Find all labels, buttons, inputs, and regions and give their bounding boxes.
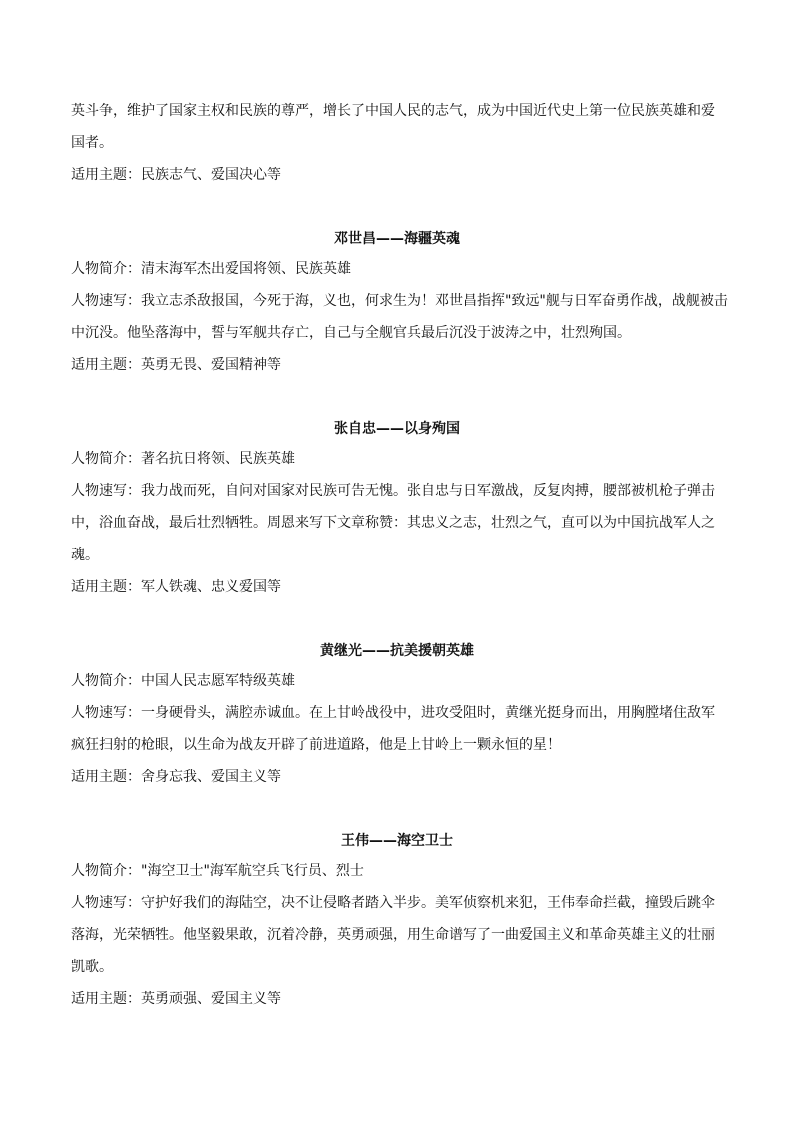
section-theme: 适用主题：英勇顽强、爱国主义等 xyxy=(71,991,281,1007)
section-sketch-line: 人物速写：一身硬骨头，满腔赤诚血。在上甘岭战役中，进攻受阻时，黄继光挺身而出，用胸膛堵住敌军 xyxy=(71,705,715,721)
spacer xyxy=(71,606,723,638)
hero-section-deng-shichang xyxy=(71,226,728,378)
section-title: 张自忠——以身殉国 xyxy=(334,421,460,437)
hero-section-huang-jiguang xyxy=(71,638,723,790)
section-title: 黄继光——抗美援朝英雄 xyxy=(320,643,474,659)
section-profile: 人物简介："海空卫士"海军航空兵飞行员、烈士 xyxy=(71,863,364,879)
section-sketch-line: 人物速写：守护好我们的海陆空，决不让侵略者踏入半步。美军侦察机来犯，王伟奉命拦截，撞毁后跳伞 xyxy=(71,895,715,911)
section-sketch-line: 人物速写：我立志杀敌报国，今死于海，义也，何求生为！邓世昌指挥"致远"舰与日军奋勇作战，战舰被击 xyxy=(71,293,728,309)
spacer xyxy=(71,194,723,226)
hero-section-zhang-zizhong xyxy=(71,416,723,600)
spacer xyxy=(71,796,723,828)
section-sketch-line: 中，浴血奋战，最后壮烈牺牲。周恩来写下文章称赞：其忠义之志，壮烈之气，直可以为中国抗战军人之 xyxy=(71,515,715,531)
section-sketch-line: 落海，光荣牺牲。他坚毅果敢，沉着冷静，英勇顽强，用生命谱写了一曲爱国主义和革命英雄主义的壮丽 xyxy=(71,927,715,943)
section-title: 王伟——海空卫士 xyxy=(341,833,453,849)
section-profile: 人物简介：中国人民志愿军特级英雄 xyxy=(71,673,295,689)
section-sketch-line: 魂。 xyxy=(71,547,99,563)
section-sketch-line: 中沉没。他坠落海中，誓与军舰共存亡，自己与全舰官兵最后沉没于波涛之中，壮烈殉国。 xyxy=(71,325,631,341)
section-title: 邓世昌——海疆英魂 xyxy=(334,231,460,247)
section-theme: 适用主题：舍身忘我、爱国主义等 xyxy=(71,769,281,785)
document-page xyxy=(71,98,728,1018)
intro-theme: 适用主题：民族志气、爱国决心等 xyxy=(71,167,281,183)
intro-line: 国者。 xyxy=(71,135,113,151)
section-sketch-line: 人物速写：我力战而死，自问对国家对民族可告无愧。张自忠与日军激战，反复肉搏，腰部被机枪子弹击 xyxy=(71,483,715,499)
section-theme: 适用主题：军人铁魂、忠义爱国等 xyxy=(71,579,281,595)
section-sketch-line: 疯狂扫射的枪眼，以生命为战友开辟了前进道路，他是上甘岭上一颗永恒的星！ xyxy=(71,737,561,753)
intro-line: 英斗争，维护了国家主权和民族的尊严，增长了中国人民的志气，成为中国近代史上第一位民族英雄和爱 xyxy=(71,103,715,119)
hero-section-wang-wei xyxy=(71,828,723,1012)
section-profile: 人物简介：清末海军杰出爱国将领、民族英雄 xyxy=(71,261,351,277)
section-sketch-line: 凯歌。 xyxy=(71,959,113,975)
intro-paragraph xyxy=(71,98,723,188)
spacer xyxy=(71,384,723,416)
section-profile: 人物简介：著名抗日将领、民族英雄 xyxy=(71,451,295,467)
section-theme: 适用主题：英勇无畏、爱国精神等 xyxy=(71,357,281,373)
